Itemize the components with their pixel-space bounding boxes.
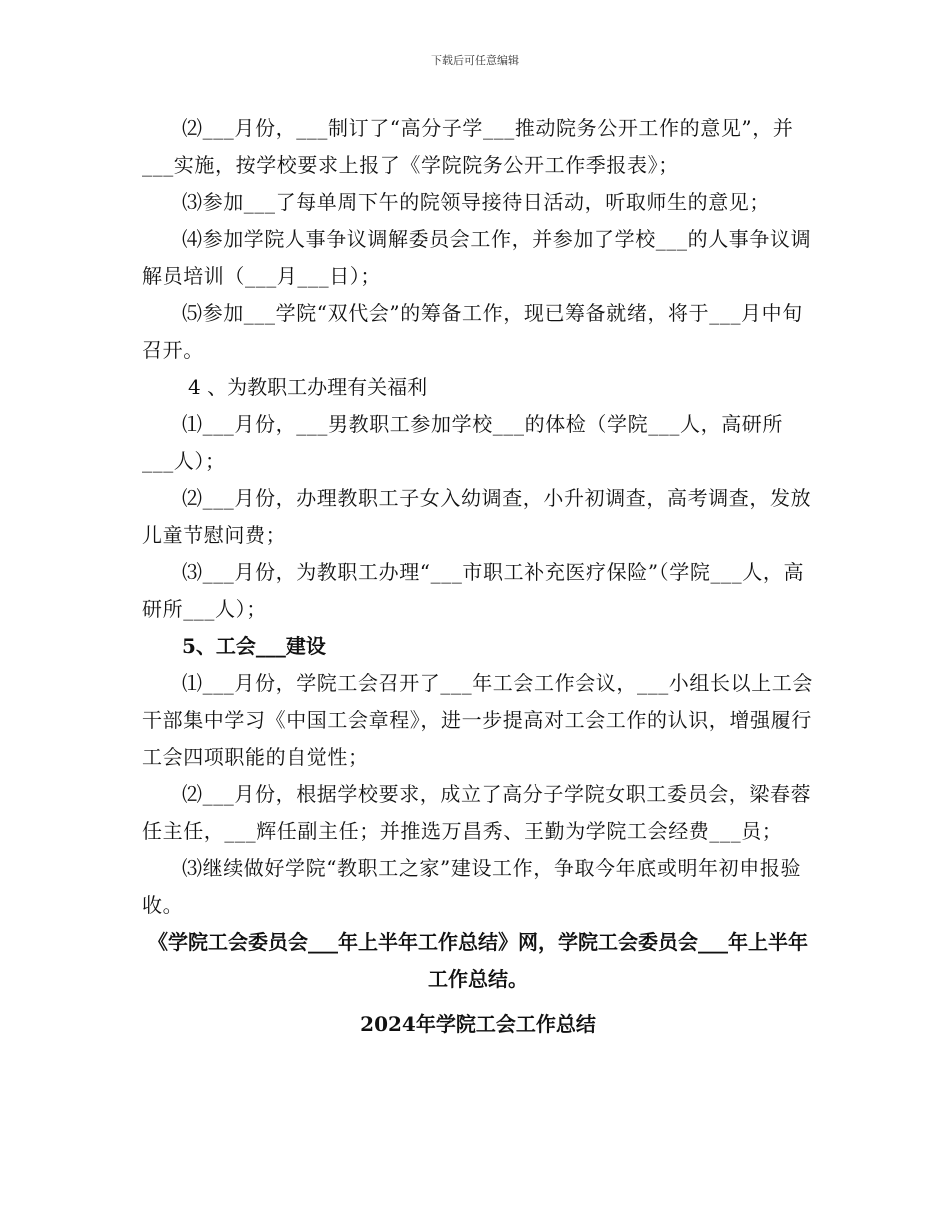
paragraph: ⑸参加___学院“双代会”的筹备工作，现已筹备就绪，将于___月中旬召开。 [142, 301, 803, 362]
document-body [142, 110, 814, 1063]
document-title: 2024年学院工会工作总结 [360, 1012, 596, 1036]
paragraph: ⑶参加___了每单周下午的院领导接待日活动，听取师生的意见； [182, 190, 770, 214]
paragraph: ⑵___月份，办理教职工子女入幼调查，小升初调查，高考调查，发放儿童节慰问费； [142, 486, 812, 547]
section-heading-5: 5、工会___建设 [182, 634, 326, 658]
paragraph: ⑵___月份，___制订了“高分子学___推动院务公开工作的意见”，并___实施，按学校要求上报了《学院院务公开工作季报表》； [142, 116, 794, 177]
paragraph: ⑵___月份，根据学校要求，成立了高分子学院女职工委员会，梁春蓉任主任，___辉任副主任；并推选万昌秀、王勤为学院工会经费___员； [142, 782, 812, 843]
paragraph: ⑶继续做好学院“教职工之家”建设工作，争取今年底或明年初申报验收。 [142, 856, 802, 917]
paragraph: ⑷参加学院人事争议调解委员会工作，并参加了学校___的人事争议调解员培训（___月___日）； [142, 227, 812, 288]
page-header: 下载后可任意编辑 [431, 54, 519, 67]
section-heading-4: 4 、为教职工办理有关福利 [188, 375, 428, 399]
paragraph: ⑴___月份，学院工会召开了___年工会工作会议，___小组长以上工会干部集中学习《中国工会章程》，进一步提高对工会工作的认识，增强履行工会四项职能的自觉性； [142, 671, 813, 769]
paragraph: ⑴___月份，___男教职工参加学校___的体检（学院___人，高研所___人）； [142, 412, 783, 473]
footer-summary-line: 《学院工会委员会___年上半年工作总结》网，学院工会委员会___年上半年工作总结。 [148, 930, 808, 991]
paragraph: ⑶___月份，为教职工办理“___市职工补充医疗保险”（学院___人，高研所___人）； [142, 560, 805, 621]
